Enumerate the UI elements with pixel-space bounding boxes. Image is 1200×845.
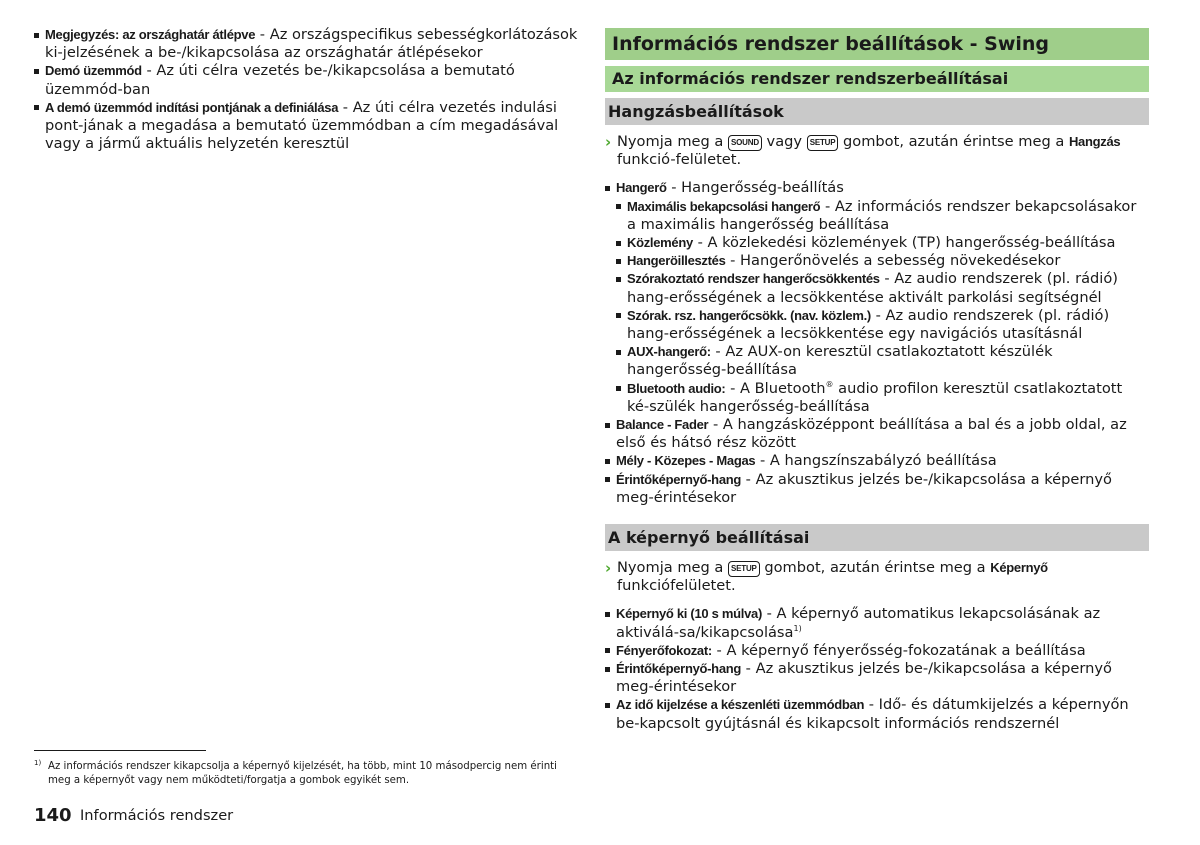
screen-instruction: › Nyomja meg a SETUP gombot, azután érintse meg a Képernyő funkciófelületet. [605,559,1048,595]
left-column [34,26,579,153]
sound-key-icon: SOUND [728,135,762,151]
list-item: Érintőképernyő-hang - Az akusztikus jelzés be-/kikapcsolása a képernyő meg-érintésekor [605,660,1149,696]
setup-key-icon: SETUP [728,561,760,577]
setup-key-icon: SETUP [807,135,839,151]
sub-list-item: Bluetooth audio: - A Bluetooth® audio profilon keresztül csatlakoztatott ké-szülék hangerősség-beállítása [616,380,1149,416]
arrow-icon: › [605,133,612,151]
sound-settings-heading: Hangzásbeállítások [605,98,1149,125]
footnote [34,760,579,787]
sub-list-item: Szórakoztató rendszer hangerőcsökkentés - Az audio rendszerek (pl. rádió) hang-erősségének a lecsökkentése aktivált parkolási segítségnél [616,270,1149,306]
sub-list-item: Hangeröillesztés - Hangerőnövelés a sebesség növekedésekor [616,252,1149,270]
footnote-divider [34,750,206,751]
footnote-text: Az információs rendszer kikapcsolja a képernyő kijelzését, ha több, mint 10 másodpercig nem érinti meg a képernyőt vagy nem működteti/forgatja a gombok egyikét sem. [48,761,557,786]
list-item: Megjegyzés: az országhatár átlépve - Az országspecifikus sebességkorlátozások ki-jelzésének a be-/kikapcsolása az országhatár átlépésekor [34,26,579,62]
sub-list-item: Közlemény - A közlekedési közlemények (TP) hangerősség-beállítása [616,234,1149,252]
screen-settings-heading: A képernyő beállításai [605,524,1149,551]
right-column [605,28,1149,733]
list-item: Balance - Fader - A hangzásközéppont beállítása a bal és a jobb oldal, az első és hátsó rész között [605,416,1149,452]
page-number: 140 [34,805,72,826]
subsection-title: Az információs rendszer rendszerbeállításai [605,66,1149,92]
list-item: Demó üzemmód - Az úti célra vezetés be-/kikapcsolása a bemutató üzemmód-ban [34,62,579,98]
list-item: Az idő kijelzése a készenléti üzemmódban - Idő- és dátumkijelzés a képernyőn be-kapcsolt gyújtásnál és kikapcsolt információs rendszernél [605,696,1149,732]
sub-list-item: AUX-hangerő: - Az AUX-on keresztül csatlakoztatott készülék hangerősség-beállítása [616,343,1149,379]
list-item: Képernyő ki (10 s múlva) - A képernyő automatikus lekapcsolásának az aktiválá-sa/kikapcsolása$^{1)}$ [605,605,1149,641]
list-item: Fényerőfokozat: - A képernyő fényerősség-fokozatának a beállítása [605,642,1149,660]
arrow-icon: › [605,559,612,578]
section-title: Információs rendszer beállítások - Swing [605,28,1149,60]
list-item: Hangerő - Hangerősség-beállítás [605,179,1149,197]
page-chapter-title: Információs rendszer [80,807,234,824]
sound-instruction: › Nyomja meg a SOUND vagy SETUP gombot, azután érintse meg a Hangzás funkció-felületet. [605,133,1121,169]
sub-list-item: Maximális bekapcsolási hangerő - Az információs rendszer bekapcsolásakor a maximális hangerősség beállítása [616,198,1149,234]
list-item: Érintőképernyő-hang - Az akusztikus jelzés be-/kikapcsolása a képernyő meg-érintésekor [605,471,1149,507]
sub-list-item: Szórak. rsz. hangerőcsökk. (nav. közlem.) - Az audio rendszerek (pl. rádió) hang-erősségének a lecsökkentése egy navigációs utasításnál [616,307,1149,343]
footnote-mark: 1) [34,759,42,767]
list-item: Mély - Közepes - Magas - A hangszínszabályzó beállítása [605,452,1149,470]
list-item: A demó üzemmód indítási pontjának a definiálása - Az úti célra vezetés indulási pont-jának a megadása a bemutató üzemmódban a cím megadásával vagy a jármű aktuális helyzetén keresztül [34,99,579,154]
